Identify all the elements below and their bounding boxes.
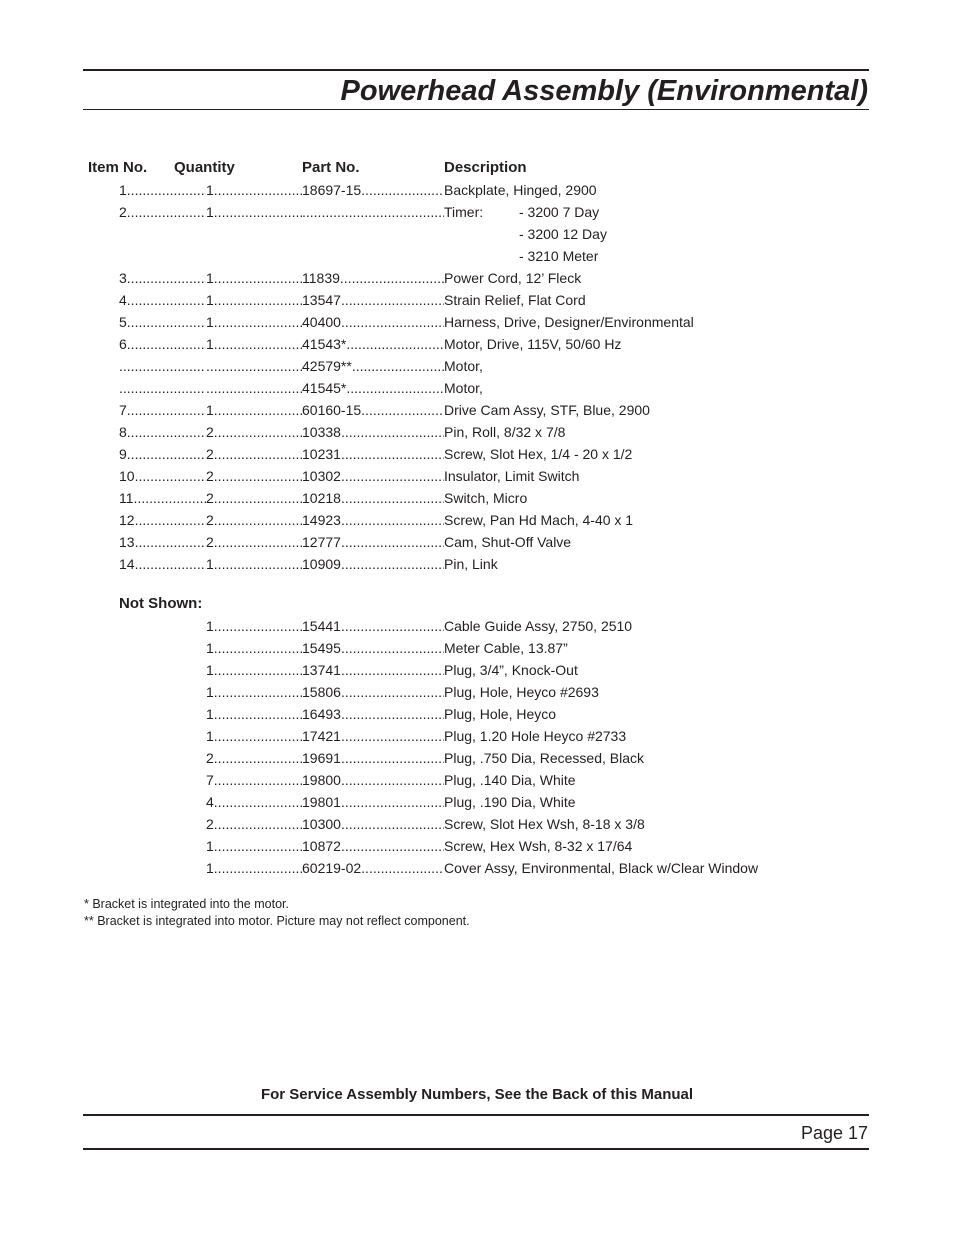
- part-no: [302, 770, 444, 790]
- part-no: [302, 682, 444, 702]
- description: [444, 814, 844, 834]
- header-description: Description: [444, 159, 527, 176]
- part-row: [0, 202, 954, 224]
- not-shown-row: [0, 858, 954, 880]
- part-row: [0, 312, 954, 334]
- part-no: [302, 660, 444, 680]
- item-no: [119, 180, 206, 200]
- quantity-text: 1: [206, 336, 214, 352]
- part-no: [302, 202, 444, 222]
- item-no: [119, 532, 206, 552]
- quantity-text: 2: [206, 490, 214, 506]
- item-no-text: 11: [119, 490, 134, 506]
- description: [444, 444, 844, 464]
- description-text: Motor, Drive, 115V, 50/60 Hz: [444, 336, 622, 352]
- part-no: [302, 466, 444, 486]
- timer-option-row: [0, 224, 607, 246]
- item-no-text: 9: [119, 446, 127, 462]
- title-underline: [83, 109, 869, 110]
- quantity: [206, 510, 302, 530]
- part-no-text: 19691: [302, 750, 341, 766]
- description: [444, 532, 844, 552]
- part-no-text: 17421: [302, 728, 341, 744]
- quantity: [206, 466, 302, 486]
- part-no-text: 16493: [302, 706, 341, 722]
- quantity: [206, 312, 302, 332]
- timer-option: - 3200 12 Day: [519, 226, 607, 242]
- description: [444, 400, 844, 420]
- quantity-text: 1: [206, 860, 214, 876]
- description-text: Power Cord, 12’ Fleck: [444, 270, 582, 286]
- part-no-text: 10338: [302, 424, 341, 440]
- item-no: [119, 444, 206, 464]
- description-text: Pin, Roll, 8/32 x 7/8: [444, 424, 566, 440]
- part-no: [302, 554, 444, 574]
- quantity-text: 1: [206, 706, 214, 722]
- description-text: Plug, Hole, Heyco #2693: [444, 684, 599, 700]
- quantity-text: 1: [206, 684, 214, 700]
- description-text: Drive Cam Assy, STF, Blue, 2900: [444, 402, 650, 418]
- quantity-text: 2: [206, 424, 214, 440]
- item-no-text: 2: [119, 204, 127, 220]
- quantity-text: 1: [206, 640, 214, 656]
- description: [444, 792, 844, 812]
- part-no-text: 10302: [302, 468, 341, 484]
- part-no: [302, 422, 444, 442]
- part-row: [0, 268, 954, 290]
- service-assembly-note: For Service Assembly Numbers, See the Back of this Manual: [260, 1086, 694, 1103]
- item-no: [119, 356, 206, 376]
- part-no-text: 14923: [302, 512, 341, 528]
- description: [444, 488, 844, 508]
- item-no-text: 13: [119, 534, 135, 550]
- not-shown-label: Not Shown:: [119, 595, 203, 612]
- part-row: [0, 334, 954, 356]
- item-no: [119, 554, 206, 574]
- quantity-text: 2: [206, 512, 214, 528]
- quantity: [206, 422, 302, 442]
- part-no: [302, 532, 444, 552]
- quantity: [206, 726, 302, 746]
- part-row: [0, 510, 954, 532]
- item-no-text: 10: [119, 468, 135, 484]
- not-shown-row: [0, 836, 954, 858]
- quantity-text: 2: [206, 446, 214, 462]
- part-row: [0, 290, 954, 312]
- quantity: [206, 682, 302, 702]
- description-text: Cable Guide Assy, 2750, 2510: [444, 618, 633, 634]
- part-no-text: 15495: [302, 640, 341, 656]
- part-row: [0, 466, 954, 488]
- part-no-text: 10231: [302, 446, 341, 462]
- item-no: [119, 422, 206, 442]
- description-text: Motor,: [444, 380, 483, 396]
- not-shown-row: [0, 660, 954, 682]
- item-no-text: 8: [119, 424, 127, 440]
- part-no: [302, 858, 444, 878]
- description-text: Cover Assy, Environmental, Black w/Clear Window: [444, 860, 759, 876]
- part-no: [302, 290, 444, 310]
- description-text: Insulator, Limit Switch: [444, 468, 580, 484]
- quantity: [206, 616, 302, 636]
- part-no-text: 10218: [302, 490, 341, 506]
- timer-option-row: [0, 246, 599, 268]
- header-item-no: Item No.: [88, 159, 148, 176]
- part-no-text: 10300: [302, 816, 341, 832]
- quantity-text: 1: [206, 182, 214, 198]
- quantity-text: 2: [206, 750, 214, 766]
- part-no: [302, 488, 444, 508]
- page-number: Page 17: [800, 1123, 868, 1143]
- quantity: [206, 444, 302, 464]
- not-shown-row: [0, 616, 954, 638]
- not-shown-row: [0, 814, 954, 836]
- part-row: [0, 554, 954, 576]
- item-no: [119, 400, 206, 420]
- description-text: Screw, Slot Hex Wsh, 8-18 x 3/8: [444, 816, 645, 832]
- footnote-double-asterisk: ** Bracket is integrated into motor. Picture may not reflect component.: [84, 914, 470, 928]
- part-no: [302, 726, 444, 746]
- description: [444, 180, 844, 200]
- part-no-text: 10909: [302, 556, 341, 572]
- part-no-text: 15806: [302, 684, 341, 700]
- description: [444, 770, 844, 790]
- item-no-text: 4: [119, 292, 127, 308]
- quantity-text: 1: [206, 556, 214, 572]
- part-no: [302, 180, 444, 200]
- quantity: [206, 290, 302, 310]
- description-text: Screw, Slot Hex, 1/4 - 20 x 1/2: [444, 446, 633, 462]
- description-text: Motor,: [444, 358, 483, 374]
- quantity: [206, 334, 302, 354]
- quantity: [206, 660, 302, 680]
- quantity-text: 7: [206, 772, 214, 788]
- item-no-text: 7: [119, 402, 127, 418]
- description-text: Harness, Drive, Designer/Environmental: [444, 314, 694, 330]
- description: [444, 554, 844, 574]
- item-no: [119, 334, 206, 354]
- quantity: [206, 268, 302, 288]
- part-no-text: 11839: [302, 270, 340, 286]
- quantity-text: 1: [206, 728, 214, 744]
- description-text: Backplate, Hinged, 2900: [444, 182, 597, 198]
- not-shown-row: [0, 704, 954, 726]
- quantity: [206, 638, 302, 658]
- quantity: [206, 770, 302, 790]
- quantity: [206, 704, 302, 724]
- quantity-text: 1: [206, 314, 214, 330]
- top-rule-thick: [83, 69, 869, 71]
- footer-rule-bottom: [83, 1148, 869, 1150]
- footer-rule-top: [83, 1114, 869, 1116]
- item-no-text: 5: [119, 314, 127, 330]
- part-no-text: 13547: [302, 292, 341, 308]
- not-shown-row: [0, 726, 954, 748]
- description-text: Meter Cable, 13.87”: [444, 640, 568, 656]
- item-no: [119, 466, 206, 486]
- part-no-text: 41545*: [302, 380, 347, 396]
- description-text: Plug, 3/4”, Knock-Out: [444, 662, 578, 678]
- description-text: Pin, Link: [444, 556, 498, 572]
- part-no-text: 15441: [302, 618, 341, 634]
- description: [444, 202, 844, 222]
- description: [444, 268, 844, 288]
- quantity: [206, 356, 302, 376]
- part-no: [302, 792, 444, 812]
- quantity-text: 2: [206, 468, 214, 484]
- item-no-text: 3: [119, 270, 127, 286]
- item-no: [119, 378, 206, 398]
- description-text: Strain Relief, Flat Cord: [444, 292, 586, 308]
- description-text: Plug, Hole, Heyco: [444, 706, 557, 722]
- quantity: [206, 554, 302, 574]
- quantity: [206, 748, 302, 768]
- description: [444, 682, 844, 702]
- quantity-text: 1: [206, 270, 214, 286]
- description: [444, 466, 844, 486]
- quantity: [206, 378, 302, 398]
- quantity-text: 1: [206, 292, 214, 308]
- part-row: [0, 400, 954, 422]
- quantity: [206, 858, 302, 878]
- quantity: [206, 202, 302, 222]
- description: [444, 334, 844, 354]
- description: [444, 638, 844, 658]
- quantity-text: 4: [206, 794, 214, 810]
- description-text: Switch, Micro: [444, 490, 528, 506]
- part-no: [302, 400, 444, 420]
- item-no-text: 1: [119, 182, 127, 198]
- part-no-text: 10872: [302, 838, 341, 854]
- header-part-no: Part No.: [302, 159, 360, 176]
- description: [444, 510, 844, 530]
- not-shown-row: [0, 638, 954, 660]
- part-no: [302, 356, 444, 376]
- part-no-text: 60160-15: [302, 402, 362, 418]
- description: [444, 312, 844, 332]
- quantity-text: 1: [206, 402, 214, 418]
- part-row: [0, 488, 954, 510]
- footnote-single-asterisk: * Bracket is integrated into the motor.: [84, 897, 289, 911]
- part-no: [302, 748, 444, 768]
- quantity-text: 1: [206, 838, 214, 854]
- part-no: [302, 510, 444, 530]
- part-no-text: 60219-02: [302, 860, 362, 876]
- part-row: [0, 422, 954, 444]
- quantity: [206, 532, 302, 552]
- part-no-text: 41543*: [302, 336, 347, 352]
- description: [444, 858, 844, 878]
- part-row: [0, 180, 954, 202]
- quantity-text: 2: [206, 534, 214, 550]
- item-no-text: 6: [119, 336, 127, 352]
- part-no-text: 18697-15: [302, 182, 362, 198]
- item-no: [119, 268, 206, 288]
- part-no-text: 19801: [302, 794, 341, 810]
- part-no-text: 19800: [302, 772, 341, 788]
- part-no: [302, 704, 444, 724]
- part-row: [0, 378, 954, 400]
- description: [444, 748, 844, 768]
- not-shown-row: [0, 770, 954, 792]
- quantity-text: 1: [206, 662, 214, 678]
- part-no: [302, 616, 444, 636]
- not-shown-row: [0, 792, 954, 814]
- timer-option: - 3200 7 Day: [519, 204, 600, 220]
- part-no-text: 42579**: [302, 358, 352, 374]
- quantity: [206, 792, 302, 812]
- part-no: [302, 334, 444, 354]
- part-row: [0, 532, 954, 554]
- description-text: Plug, .750 Dia, Recessed, Black: [444, 750, 644, 766]
- not-shown-row: [0, 748, 954, 770]
- description: [444, 836, 844, 856]
- description-text: Plug, .140 Dia, White: [444, 772, 576, 788]
- description-text: Timer:: [444, 204, 484, 220]
- item-no-text: 12: [119, 512, 135, 528]
- quantity: [206, 836, 302, 856]
- part-no: [302, 444, 444, 464]
- part-no: [302, 836, 444, 856]
- description-text: Screw, Hex Wsh, 8-32 x 17/64: [444, 838, 633, 854]
- item-no-text: 14: [119, 556, 135, 572]
- header-quantity: Quantity: [174, 159, 235, 176]
- item-no: [119, 510, 206, 530]
- timer-option: - 3210 Meter: [519, 248, 599, 264]
- description: [444, 704, 844, 724]
- part-no-text: 12777: [302, 534, 341, 550]
- quantity: [206, 814, 302, 834]
- quantity: [206, 488, 302, 508]
- description: [444, 356, 844, 376]
- quantity: [206, 180, 302, 200]
- description: [444, 290, 844, 310]
- description-text: Screw, Pan Hd Mach, 4-40 x 1: [444, 512, 634, 528]
- quantity: [206, 400, 302, 420]
- quantity-text: 2: [206, 816, 214, 832]
- description: [444, 726, 844, 746]
- quantity-text: 1: [206, 204, 214, 220]
- item-no: [119, 202, 206, 222]
- quantity-text: 1: [206, 618, 214, 634]
- page-title: Powerhead Assembly (Environmental): [340, 75, 868, 107]
- description-text: Plug, .190 Dia, White: [444, 794, 576, 810]
- not-shown-row: [0, 682, 954, 704]
- description-text: Plug, 1.20 Hole Heyco #2733: [444, 728, 627, 744]
- part-no-text: 13741: [302, 662, 341, 678]
- description: [444, 378, 844, 398]
- part-no: [302, 814, 444, 834]
- part-no: [302, 378, 444, 398]
- item-no: [119, 290, 206, 310]
- description-text: Cam, Shut-Off Valve: [444, 534, 572, 550]
- description: [444, 422, 844, 442]
- part-no: [302, 268, 444, 288]
- part-row: [0, 444, 954, 466]
- item-no: [119, 312, 206, 332]
- description: [444, 616, 844, 636]
- part-no: [302, 312, 444, 332]
- part-no-text: 40400: [302, 314, 341, 330]
- item-no: [119, 488, 206, 508]
- part-no: [302, 638, 444, 658]
- part-row: [0, 356, 954, 378]
- description: [444, 660, 844, 680]
